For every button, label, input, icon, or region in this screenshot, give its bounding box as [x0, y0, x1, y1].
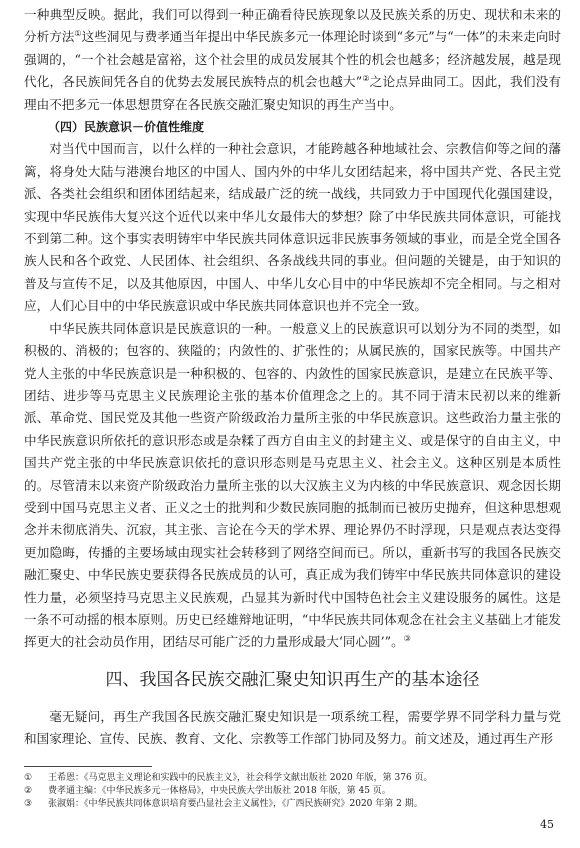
footnote-text: 张淑娟：《中华民族共同体意识培育要凸显社会主义属性》，《广西民族研究》2020 年第 2 期。 [48, 799, 423, 809]
footnote-divider [24, 766, 152, 767]
paragraph: 对当代中国而言，以什么样的一种社会意识，才能跨越各种地域社会、宗教信仰等之间的藩篱，将身处大陆与港澳台地区的中国人、国内外的中华儿女团结起来，将中国共产党、各民主党派、各类社会组织和团体团结起来，结成最广泛的统一战线，共同致力于中国现代化强国建设，实现中华民族伟大复兴这个近代以来中华儿女最伟大的梦想？除了中华民族共同体意识，可能找不到第二种。这个事实表明铸牢中华民族共同体意识远非民族事务领域的事业，而是全党全国各族人民和各个政党、人民团体、社会组织、各条战线共同的事业。但问题的关键是，由于知识的普及与宣传不足，以及其他原因，中国人、中华儿女心目中的中华民族却不完全相同。与之相对应，人们心目中的中华民族意识或中华民族共同体意识也并不完全一致。 [24, 141, 561, 314]
footnote [24, 798, 561, 811]
footnote-mark: ② [24, 786, 33, 796]
footnote [24, 772, 561, 785]
subheading: （四）民族意识－价值性维度 [48, 120, 205, 135]
footnotes [24, 772, 561, 811]
section-title: 四、我国各民族交融汇聚史知识再生产的基本途径 [105, 669, 480, 690]
footnote-mark: ① [24, 773, 33, 783]
footnote-text: 王希恩：《马克思主义理论和实践中的民族主义》，社会科学文献出版社 2020 年版，第 376 页。 [48, 773, 433, 783]
footnote-mark: ③ [24, 799, 33, 809]
body-text [24, 4, 561, 751]
footnote-ref-3[interactable]: ③ [403, 634, 411, 644]
footnote-ref-1[interactable]: ① [74, 29, 82, 39]
footnote-ref-2[interactable]: ② [362, 74, 370, 84]
footnote [24, 785, 561, 798]
paragraph: 毫无疑问，再生产我国各民族交融汇聚史知识是一项系统工程，需要学界不同学科力量与党和国家理论、宣传、民族、教育、文化、宗教等工作部门协同及努力。前文述及，通过再生产形 [24, 708, 561, 747]
page-number: 45 [540, 818, 554, 831]
paragraph: 中华民族共同体意识是民族意识的一种。一般意义上的民族意识可以划分为不同的类型，如积极的、消极的；包容的、狭隘的；内敛性的、扩张性的；从属民族的，国家民族等。中国共产党人主张的中华民族意识是一种积极的、包容的、内敛性的国家民族意识，是建立在民族平等、团结、进步等马克思主义民族理论主张的基本价值理念之上的。其不同于清末民初以来的维新派、革命党、国民党及其他一些资产阶级政治力量所主张的中华民族意识。这些政治力量主张的中华民族意识所依托的意识形态或是杂糅了西方自由主义的封建主义、或是保守的自由主义，中国共产党主张的中华民族意识依托的意识形态则是马克思主义、社会主义。这种区别是本质性的。尽管清末以来资产阶级政治力量所主张的以大汉族主义为内核的中华民族意识、观念因长期受到中国马克思主义者、正义之士的批判和少数民族同胞的抵制而已被历史抛弃，但这种思想观念并未彻底消失、沉寂，其主张、言论在今天的学术界、理论界仍不时浮现，只是观点表达变得更加隐晦，传播的主要场域由现实社会转移到了网络空间而已。所以，重新书写的我国各民族交融汇聚史、中华民族史要获得各民族成员的认可，真正成为我们铸牢中华民族共同体意识的建设性力量，必须坚持马克思主义民族观，凸显其为新时代中国特色社会主义建设服务的属性。这是一条不可动摇的根本原则。历史已经雄辩地证明，“中华民族共同体观念在社会主义基础上才能发挥更大的社会动员作用，团结尽可能广泛的力量形成最大‘同心圆’”。③ [24, 320, 561, 650]
paragraph-continued: 一种典型反映。据此，我们可以得到一种正确看待民族现象以及民族关系的历史、现状和未来的分析方法①这些洞见与费孝通当年提出中华民族多元一体理论时谈到“多元”与“一体”的未来走向时强调的，“一个社会越是富裕，这个社会里的成员发展其个性的机会也越多；经济越发展，越是现代化，各民族间凭各自的优势去发展民族特点的机会也越大”②之论点异曲同工。因此，我们没有理由不把多元一体思想贯穿在各民族交融汇聚史知识的再生产当中。 [24, 7, 562, 112]
footnote-text: 费孝通主编：《中华民族多元一体格局》，中央民族大学出版社 2018 年版，第 45 页。 [48, 786, 391, 796]
